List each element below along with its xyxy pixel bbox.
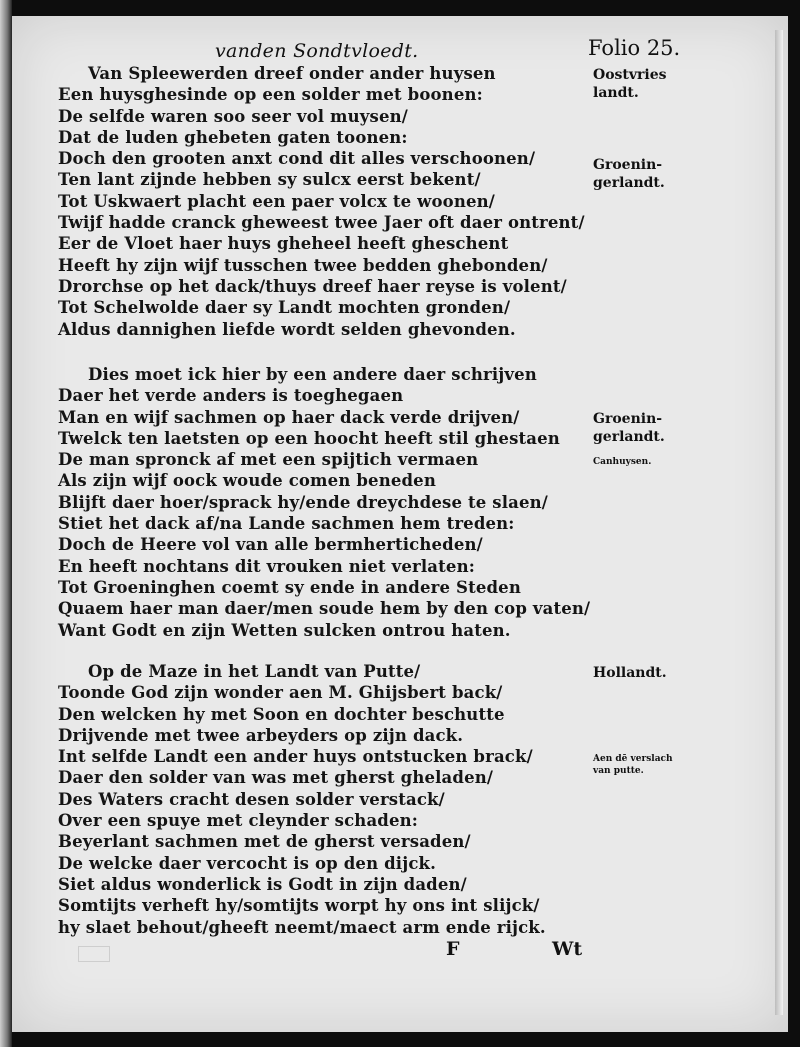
verse-line: Tot Uskwaert placht een paer volcx te woonen/ <box>58 191 495 211</box>
verse-line: Daer het verde anders is toeghegaen <box>58 386 404 406</box>
verse-line: Eer de Vloet haer huys gheheel heeft gheschent <box>58 234 509 254</box>
book-gutter <box>0 0 12 1047</box>
signature-mark: F <box>446 938 460 960</box>
verse-line: Over een spuye met cleynder schaden: <box>58 811 419 831</box>
margin-note-line: Groenin- <box>593 157 663 173</box>
margin-note-line: Aen dē verslach <box>593 754 673 764</box>
verse-line: De welcke daer vercocht is op den dijck. <box>58 853 437 873</box>
verse-line: De man spronck af met een spijtich vermaen <box>58 450 479 470</box>
verse-line: De selfde waren soo seer vol muysen/ <box>58 106 408 126</box>
margin-note <box>593 753 673 777</box>
margin-note <box>593 456 651 468</box>
verse-line: Op de Maze in het Landt van Putte/ <box>88 662 421 681</box>
margin-note-line: van putte. <box>593 766 644 776</box>
verse-line: Een huysghesinde op een solder met boonen: <box>58 85 483 105</box>
verse-line: Blijft daer hoer/sprack hy/ende dreychdese te slaen/ <box>58 492 548 512</box>
verse-line: Als zijn wijf oock woude comen beneden <box>58 471 436 491</box>
verse-line: Ten lant zijnde hebben sy sulcx eerst bekent/ <box>58 170 481 190</box>
verse-line: Twijf hadde cranck gheweest twee Jaer oft daer ontrent/ <box>58 213 585 233</box>
catchword: Wt <box>552 938 583 960</box>
running-title: vanden Sondtvloedt. <box>215 40 419 62</box>
verse-line: Dies moet ick hier by een andere daer schrijven <box>88 365 537 384</box>
stanza-1 <box>58 63 585 340</box>
verse-line: Quaem haer man daer/men soude hem by den cop vaten/ <box>58 599 591 619</box>
stanza-2 <box>58 364 590 641</box>
verse-line: Twelck ten laetsten op een hoocht heeft stil ghestaen <box>58 428 560 448</box>
verse-line: Want Godt en zijn Wetten sulcken ontrou haten. <box>58 620 511 640</box>
folio-number: Folio 25. <box>588 36 681 60</box>
margin-note-line: Canhuysen. <box>593 457 652 467</box>
margin-note-line: gerlandt. <box>593 429 665 445</box>
verse-line: Tot Schelwolde daer sy Landt mochten gronden/ <box>58 298 511 318</box>
verse-line: Heeft hy zijn wijf tusschen twee bedden ghebonden/ <box>58 255 548 275</box>
verse-line: Beyerlant sachmen met de gherst versaden/ <box>58 832 471 852</box>
verse-line: Drorchse op het dack/thuys dreef haer reyse is volent/ <box>58 276 567 296</box>
verse-line: Man en wijf sachmen op haer dack verde drijven/ <box>58 407 520 427</box>
verse-line: Aldus dannighen liefde wordt selden ghevonden. <box>58 319 516 339</box>
margin-note-line: Oostvries <box>593 67 667 83</box>
margin-note <box>593 664 667 682</box>
margin-note-line: landt. <box>593 85 639 101</box>
verse-line: En heeft nochtans dit vrouken niet verlaten: <box>58 556 475 576</box>
margin-note <box>593 156 665 192</box>
margin-note <box>593 410 665 446</box>
verse-line: Den welcken hy met Soon en dochter beschutte <box>58 704 505 724</box>
verse-line: Siet aldus wonderlick is Godt in zijn daden/ <box>58 874 467 894</box>
verse-line: Drijvende met twee arbeyders op zijn dack. <box>58 725 464 745</box>
verse-line: Daer den solder van was met gherst gheladen/ <box>58 768 494 788</box>
margin-note-line: gerlandt. <box>593 175 665 191</box>
verse-line: Van Spleewerden dreef onder ander huysen <box>88 64 496 83</box>
verse-line: Doch den grooten anxt cond dit alles verschoonen/ <box>58 149 536 169</box>
verse-line: Des Waters cracht desen solder verstack/ <box>58 789 445 809</box>
verse-line: Toonde God zijn wonder aen M. Ghijsbert back/ <box>58 683 503 703</box>
verse-line: Dat de luden ghebeten gaten toonen: <box>58 127 408 147</box>
verse-line: Tot Groeninghen coemt sy ende in andere Steden <box>58 577 521 597</box>
margin-note <box>593 66 667 102</box>
verse-line: Somtijts verheft hy/somtijts worpt hy ons int slijck/ <box>58 896 540 916</box>
stanza-3 <box>58 661 546 938</box>
page-edge <box>775 30 783 1015</box>
verse-line: Stiet het dack af/na Lande sachmen hem treden: <box>58 514 515 534</box>
margin-note-line: Hollandt. <box>593 665 667 681</box>
verse-line: Int selfde Landt een ander huys ontstucken brack/ <box>58 747 533 767</box>
margin-note-line: Groenin- <box>593 411 663 427</box>
verse-line: Doch de Heere vol van alle bermherticheden/ <box>58 535 483 555</box>
verse-line: hy slaet behout/gheeft neemt/maect arm ende rijck. <box>58 917 546 937</box>
faded-stamp <box>78 946 110 962</box>
